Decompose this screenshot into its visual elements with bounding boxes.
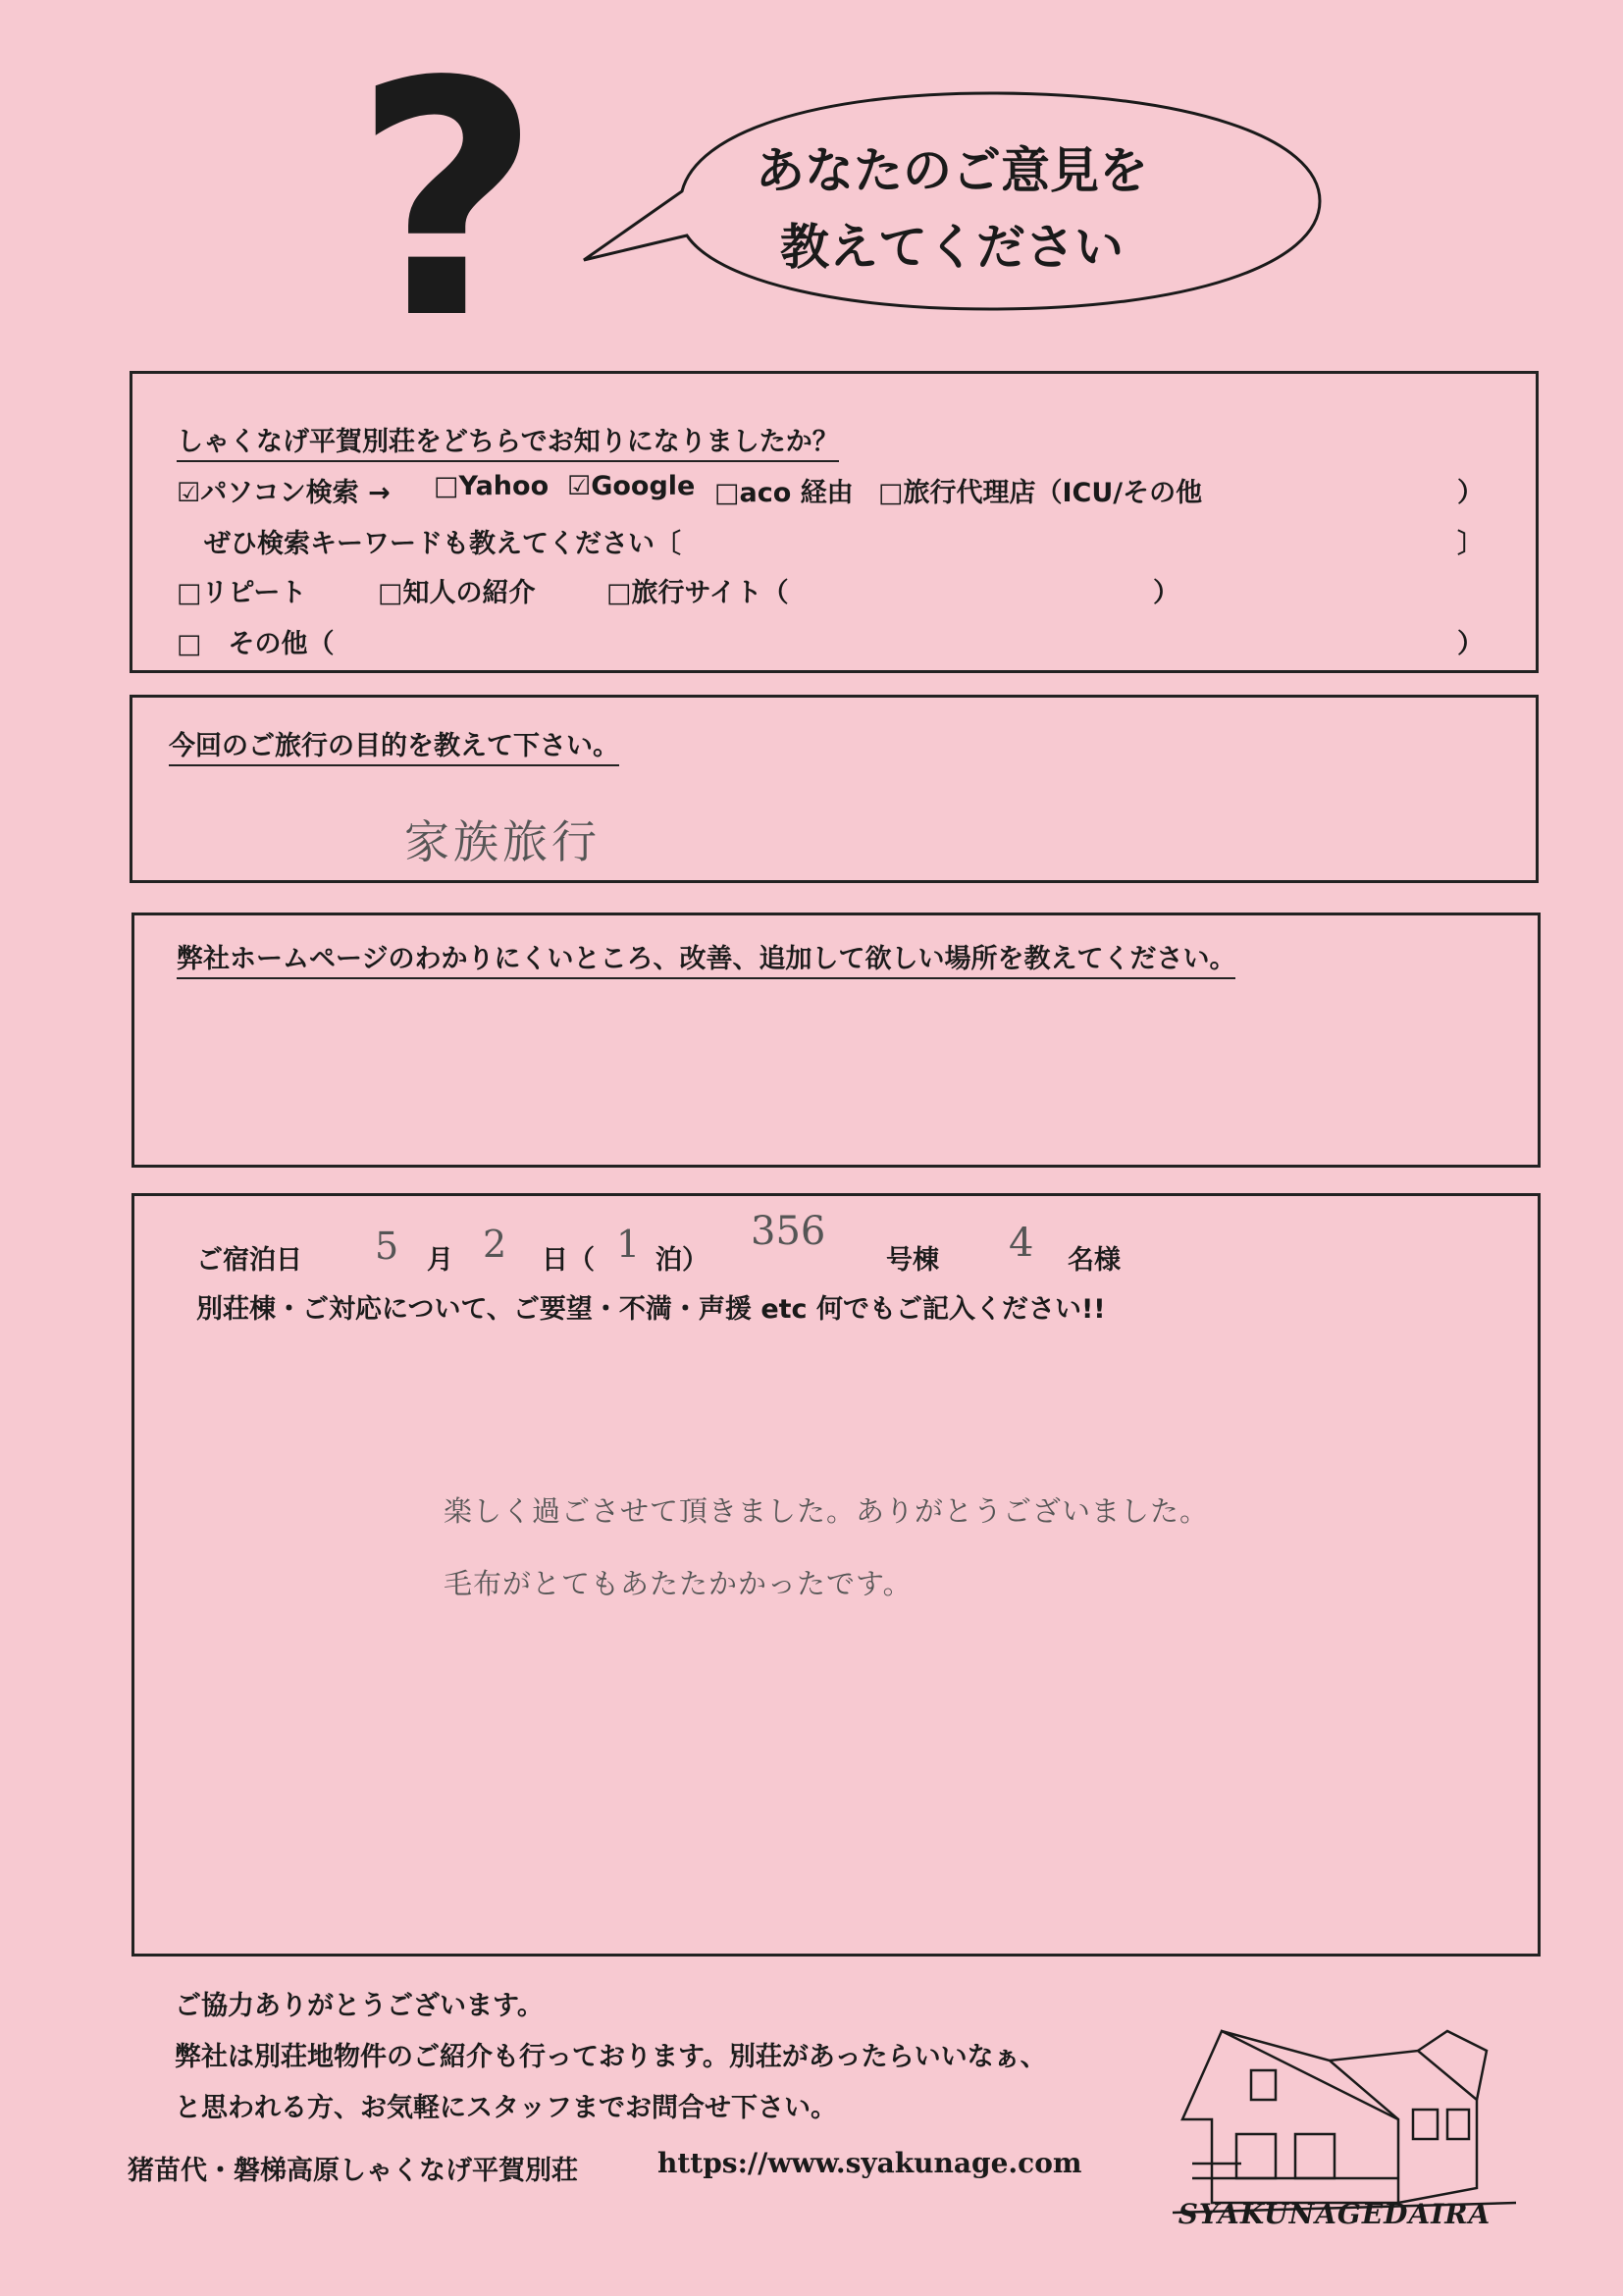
- purpose-answer[interactable]: 家族旅行: [404, 815, 601, 868]
- stay-nights[interactable]: 1: [616, 1223, 641, 1266]
- stay-day[interactable]: 2: [483, 1223, 507, 1266]
- day-label: 日（: [542, 1245, 595, 1276]
- villa-intro-message: 弊社は別荘地物件のご紹介も行っております。別荘があったらいいなぁ、: [175, 2042, 1047, 2072]
- bubble-heading: あなたのご意見を 教えてください: [756, 142, 1148, 276]
- stay-feedback-prompt: 別荘棟・ご対応について、ご要望・不満・声援 etc 何でもご記入ください!!: [196, 1294, 1106, 1325]
- stay-month[interactable]: 5: [375, 1225, 399, 1268]
- other-option[interactable]: □ その他（: [177, 629, 335, 659]
- company-logo: SYAKUNAGEDAIRA: [1178, 2198, 1492, 2230]
- travel-site-close-paren: ）: [1153, 578, 1179, 608]
- other-close-paren: ）: [1457, 629, 1484, 659]
- question-mark-icon: ?: [353, 13, 542, 390]
- travel-site-option[interactable]: □旅行サイト（: [606, 578, 789, 608]
- pc-search-option[interactable]: ☑パソコン検索 →: [177, 478, 391, 508]
- stay-comment-line2[interactable]: 毛布がとてもあたたかかったです。: [444, 1567, 913, 1600]
- stay-comment-line1[interactable]: 楽しく過ごさせて頂きました。ありがとうございました。: [444, 1494, 1210, 1528]
- friend-referral-option[interactable]: □知人の紹介: [378, 578, 536, 608]
- thanks-message: ご協力ありがとうございます。: [175, 1991, 544, 2021]
- source-question-title: しゃくなげ平賀別荘をどちらでお知りになりましたか？: [177, 420, 839, 462]
- building-label: 号棟: [886, 1245, 939, 1276]
- yahoo-option[interactable]: □Yahoo: [434, 471, 550, 501]
- purpose-question-title: 今回のご旅行の目的を教えて下さい。: [169, 724, 619, 766]
- people-count[interactable]: 4: [1009, 1221, 1034, 1266]
- website-feedback-title: 弊社ホームページのわかりにくいところ、改善、追加して欲しい場所を教えてください。: [177, 937, 1235, 979]
- contact-message: と思われる方、お気軽にスタッフまでお問合せ下さい。: [175, 2093, 837, 2123]
- company-address: 猪苗代・磐梯高原しゃくなげ平賀別荘: [128, 2156, 578, 2186]
- month-label: 月: [427, 1245, 453, 1276]
- travel-agency-option[interactable]: □旅行代理店（ICU/その他: [878, 478, 1203, 508]
- people-label: 名様: [1068, 1245, 1121, 1276]
- nights-label: 泊）: [655, 1245, 708, 1276]
- keyword-close-bracket: 〕: [1457, 529, 1484, 559]
- keyword-prompt: ぜひ検索キーワードも教えてください〔: [204, 529, 681, 559]
- purpose-question-box: [130, 695, 1539, 883]
- agency-close-paren: ）: [1457, 478, 1484, 508]
- website-link[interactable]: https://www.syakunage.com: [657, 2147, 1082, 2179]
- stay-date-label: ご宿泊日: [196, 1245, 302, 1276]
- repeat-option[interactable]: □リピート: [177, 578, 307, 608]
- aco-option[interactable]: □aco 経由: [714, 478, 854, 508]
- google-option[interactable]: ☑Google: [567, 471, 696, 501]
- building-number[interactable]: 356: [751, 1209, 826, 1254]
